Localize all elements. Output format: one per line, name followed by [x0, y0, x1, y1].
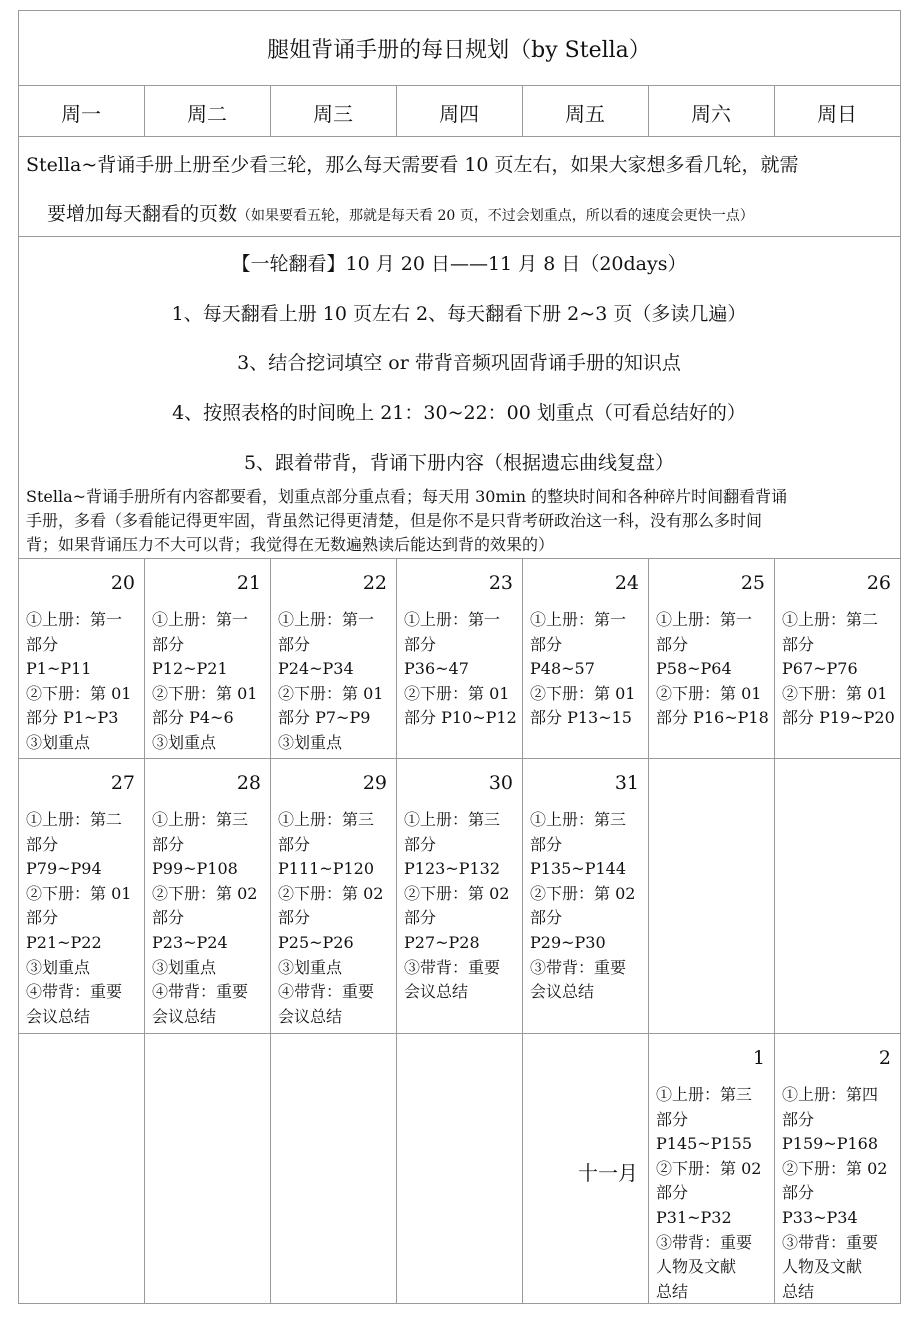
- task-line: P31~P32: [656, 1207, 732, 1227]
- task-line: P145~P155: [656, 1134, 753, 1154]
- day-tasks: [656, 1083, 761, 1304]
- task-line: 部分 P1~P3: [26, 708, 119, 728]
- day-number: 25: [740, 572, 765, 594]
- task-line: 部分: [530, 634, 563, 654]
- task-line: ②下册：第 02: [278, 883, 384, 903]
- task-line: 部分: [278, 634, 311, 654]
- task-line: P58~P64: [656, 659, 732, 679]
- grid-line: [18, 85, 901, 86]
- day-number: 24: [614, 572, 639, 594]
- task-line: ①上册：第三: [278, 810, 375, 829]
- day-tasks: [152, 808, 257, 1029]
- task-line: 部分: [26, 834, 59, 854]
- task-line: 部分: [152, 634, 185, 654]
- grid-line: [648, 85, 649, 136]
- task-line: ②下册：第 01: [26, 883, 132, 903]
- task-line: 部分: [278, 908, 311, 928]
- task-line: P23~P24: [152, 932, 228, 952]
- day-number: 21: [236, 572, 261, 594]
- day-tasks: [278, 808, 383, 1029]
- round-item-4: 5、跟着带背，背诵下册内容（根据遗忘曲线复盘）: [243, 452, 675, 474]
- round-note-line-1: Stella~背诵手册所有内容都要看，划重点部分重点看；每天用 30min 的整块时间和各种碎片时间翻看背诵: [26, 487, 788, 506]
- task-line: ③带背：重要: [530, 957, 627, 977]
- weekday-label: 周二: [187, 102, 227, 126]
- weekday-label: 周日: [817, 102, 857, 126]
- round-note-line-3: 背；如果背诵压力不大可以背；我觉得在无数遍熟读后能达到背的效果的）: [26, 535, 555, 554]
- task-line: 部分 P19~P20: [782, 708, 895, 728]
- day-tasks: [404, 808, 509, 1005]
- task-line: 会议总结: [26, 1006, 91, 1026]
- task-line: P24~P34: [278, 659, 354, 679]
- day-number: 20: [110, 572, 135, 594]
- task-line: ③带背：重要: [782, 1232, 879, 1252]
- task-line: 部分 P16~P18: [656, 708, 769, 728]
- grid-line: [18, 1303, 901, 1304]
- day-tasks: [404, 608, 517, 731]
- task-line: P67~P76: [782, 659, 858, 679]
- task-line: ③划重点: [152, 957, 217, 977]
- weekday-label: 周三: [313, 102, 353, 126]
- day-number: 29: [362, 772, 387, 794]
- task-line: 人物及文献: [782, 1257, 863, 1277]
- intro-line-2: [47, 199, 754, 226]
- round-item-3: 4、按照表格的时间晚上 21：30~22：00 划重点（可看总结好的）: [172, 402, 746, 424]
- grid-line: [144, 85, 145, 136]
- task-line: P79~P94: [26, 859, 102, 879]
- task-line: ①上册：第一: [404, 610, 501, 629]
- task-line: ④带背：重要: [152, 982, 249, 1002]
- round-item-1: 1、每天翻看上册 10 页左右 2、每天翻看下册 2~3 页（多读几遍）: [171, 303, 747, 325]
- grid-line: [774, 85, 775, 136]
- task-line: 部分: [656, 634, 689, 654]
- task-line: P135~P144: [530, 859, 627, 879]
- task-line: ②下册：第 02: [404, 883, 510, 903]
- day-tasks: [530, 608, 635, 731]
- task-line: ②下册：第 01: [656, 683, 762, 703]
- grid-line: [396, 85, 397, 136]
- round-note-line-2: 手册，多看（多看能记得更牢固，背虽然记得更清楚，但是你不是只背考研政治这一科，没有那么多时间: [26, 511, 763, 530]
- task-line: 部分: [656, 1183, 689, 1203]
- day-number: 31: [614, 772, 639, 794]
- day-number: 27: [110, 772, 135, 794]
- task-line: ①上册：第一: [656, 610, 753, 629]
- task-line: ①上册：第一: [530, 610, 627, 629]
- task-line: ②下册：第 02: [656, 1158, 762, 1178]
- task-line: P21~P22: [26, 932, 102, 952]
- task-line: ③带背：重要: [656, 1232, 753, 1252]
- task-line: 部分: [278, 834, 311, 854]
- day-number: 2: [878, 1047, 891, 1069]
- task-line: ②下册：第 01: [404, 683, 510, 703]
- task-line: 部分: [152, 908, 185, 928]
- grid-line: [18, 1033, 901, 1034]
- task-line: ③带背：重要: [404, 957, 501, 977]
- task-line: 部分: [530, 908, 563, 928]
- weekday-label: 周一: [61, 102, 101, 126]
- task-line: 会议总结: [278, 1006, 343, 1026]
- task-line: ②下册：第 01: [530, 683, 636, 703]
- day-number: 23: [488, 572, 513, 594]
- task-line: 会议总结: [530, 982, 595, 1002]
- grid-line: [396, 558, 397, 1303]
- weekday-label: 周六: [691, 102, 731, 126]
- task-line: ②下册：第 02: [782, 1158, 888, 1178]
- task-line: ①上册：第四: [782, 1085, 879, 1104]
- grid-line: [18, 136, 901, 137]
- task-line: ③划重点: [26, 732, 91, 752]
- task-line: ①上册：第三: [656, 1085, 753, 1104]
- weekday-label: 周五: [565, 102, 605, 126]
- task-line: 会议总结: [404, 982, 469, 1002]
- task-line: ④带背：重要: [278, 982, 375, 1002]
- task-line: P29~P30: [530, 932, 606, 952]
- grid-line: [900, 10, 901, 1304]
- round-heading: 【一轮翻看】10 月 20 日——11 月 8 日（20days）: [231, 253, 687, 275]
- grid-line: [774, 558, 775, 1303]
- task-line: ②下册：第 01: [782, 683, 888, 703]
- task-line: 总结: [782, 1281, 815, 1301]
- task-line: 部分: [152, 834, 185, 854]
- month-label: 十一月: [578, 1161, 638, 1185]
- round-note: [26, 485, 896, 557]
- day-number: 30: [488, 772, 513, 794]
- grid-line: [270, 85, 271, 136]
- task-line: 部分: [404, 634, 437, 654]
- grid-line: [144, 558, 145, 1303]
- grid-line: [18, 236, 901, 237]
- task-line: P48~57: [530, 659, 595, 679]
- page-title: 腿姐背诵手册的每日规划（by Stella）: [267, 38, 651, 63]
- task-line: 部分 P4~6: [152, 708, 234, 728]
- intro-line-2-main: 要增加每天翻看的页数: [47, 203, 238, 225]
- day-number: 26: [866, 572, 891, 594]
- task-line: ①上册：第一: [26, 610, 123, 629]
- grid-line: [18, 10, 901, 11]
- task-line: ③划重点: [26, 957, 91, 977]
- task-line: ②下册：第 02: [530, 883, 636, 903]
- task-line: 部分: [530, 834, 563, 854]
- task-line: ②下册：第 01: [152, 683, 258, 703]
- task-line: ①上册：第二: [782, 610, 879, 629]
- task-line: P99~P108: [152, 859, 238, 879]
- task-line: ②下册：第 01: [278, 683, 384, 703]
- grid-line: [522, 558, 523, 1303]
- grid-line: [18, 558, 901, 559]
- day-tasks: [782, 608, 895, 731]
- task-line: ③划重点: [278, 732, 343, 752]
- task-line: ①上册：第二: [26, 810, 123, 829]
- intro-line-2-note: （如果要看五轮，那就是每天看 20 页，不过会划重点，所以看的速度会更快一点）: [237, 208, 754, 224]
- task-line: P25~P26: [278, 932, 354, 952]
- grid-line: [18, 758, 901, 759]
- task-line: ①上册：第一: [278, 610, 375, 629]
- day-tasks: [26, 808, 131, 1029]
- task-line: P111~P120: [278, 859, 375, 879]
- task-line: 人物及文献: [656, 1257, 737, 1277]
- round-item-2: 3、结合挖词填空 or 带背音频巩固背诵手册的知识点: [237, 352, 681, 374]
- intro-line-1: Stella~背诵手册上册至少看三轮，那么每天需要看 10 页左右，如果大家想多看几轮，就需: [26, 154, 799, 176]
- grid-line: [522, 85, 523, 136]
- day-number: 1: [752, 1047, 765, 1069]
- task-line: ①上册：第三: [530, 810, 627, 829]
- task-line: 部分 P10~P12: [404, 708, 517, 728]
- task-line: ④带背：重要: [26, 982, 123, 1002]
- task-line: ③划重点: [278, 957, 343, 977]
- task-line: 部分: [782, 1183, 815, 1203]
- task-line: 会议总结: [152, 1006, 217, 1026]
- day-tasks: [152, 608, 257, 756]
- day-tasks: [26, 608, 131, 756]
- task-line: ②下册：第 01: [26, 683, 132, 703]
- task-line: 部分: [404, 834, 437, 854]
- grid-line: [270, 558, 271, 1303]
- grid-line: [648, 558, 649, 1303]
- task-line: 部分 P13~15: [530, 708, 632, 728]
- task-line: P12~P21: [152, 659, 228, 679]
- day-tasks: [656, 608, 769, 731]
- day-number: 22: [362, 572, 387, 594]
- task-line: 总结: [656, 1281, 689, 1301]
- task-line: P123~P132: [404, 859, 501, 879]
- task-line: 部分: [782, 634, 815, 654]
- task-line: 部分: [782, 1109, 815, 1129]
- task-line: 部分 P7~P9: [278, 708, 371, 728]
- task-line: 部分: [26, 908, 59, 928]
- day-tasks: [782, 1083, 887, 1304]
- task-line: P27~P28: [404, 932, 480, 952]
- day-number: 28: [236, 772, 261, 794]
- task-line: ②下册：第 02: [152, 883, 258, 903]
- task-line: 部分: [656, 1109, 689, 1129]
- task-line: ①上册：第三: [404, 810, 501, 829]
- task-line: ①上册：第三: [152, 810, 249, 829]
- weekday-label: 周四: [439, 102, 479, 126]
- day-tasks: [530, 808, 635, 1005]
- day-tasks: [278, 608, 383, 756]
- task-line: P1~P11: [26, 659, 92, 679]
- task-line: P33~P34: [782, 1207, 858, 1227]
- task-line: ①上册：第一: [152, 610, 249, 629]
- task-line: 部分: [404, 908, 437, 928]
- grid-line: [18, 10, 19, 1304]
- task-line: P36~47: [404, 659, 469, 679]
- task-line: 部分: [26, 634, 59, 654]
- task-line: P159~P168: [782, 1134, 879, 1154]
- task-line: ③划重点: [152, 732, 217, 752]
